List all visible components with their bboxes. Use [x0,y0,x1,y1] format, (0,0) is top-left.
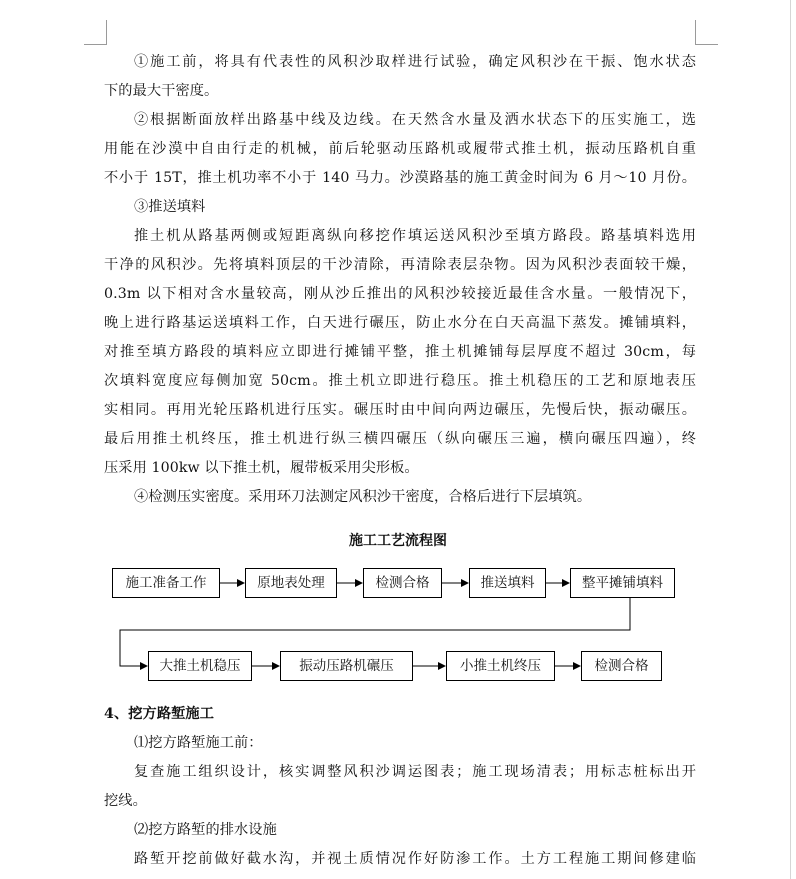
text-line: ⑵挖方路堑的排水设施 [134,822,277,838]
text-line: 路堑开挖前做好截水沟，并视土质情况作好防渗工作。土方工程施工期间修建临 [134,851,696,867]
flow-step-vibratory-roller: 振动压路机碾压 [280,651,413,681]
text-line: 复查施工组织设计，核实调整风积沙调运图表；施工现场清表；用标志桩标出开 [134,764,696,780]
flow-step-large-dozer-stabilize: 大推土机稳压 [148,651,252,681]
flow-step-small-dozer-final: 小推土机终压 [446,651,555,681]
text-line: ③推送填料 [134,199,206,215]
flow-step-final-inspection: 检测合格 [581,651,662,681]
text-line: ②根据断面放样出路基中线及边线。在天然含水量及洒水状态下的压实施工，选 [134,112,696,128]
text-line: 用能在沙漠中自由行走的机械，前后轮驱动压路机或履带式推土机，振动压路机自重 [104,141,696,157]
text-line: ⑴挖方路堑施工前： [134,735,263,751]
text-line: 0.3m 以下相对含水量较高，刚从沙丘推出的风积沙较接近最佳含水量。一般情况下， [104,286,696,302]
section-heading: 4、挖方路堑施工 [104,706,214,722]
text-line: 实相同。再用光轮压路机进行压实。碾压时由中间向两边碾压，先慢后快，振动碾压。 [104,402,696,418]
text-line: 对推至填方路段的填料应立即进行摊铺平整，推土机摊铺每层厚度不超过 30cm，每 [104,344,696,360]
crop-mark-top-right [695,20,718,45]
text-line: 最后用推土机终压，推土机进行纵三横四碾压（纵向碾压三遍，横向碾压四遍），终 [104,431,696,447]
text-line: 不小于 15T，推土机功率不小于 140 马力。沙漠路基的施工黄金时间为 6 月～10 月份。 [104,170,696,186]
text-line: ④检测压实密度。采用环刀法测定风积沙干密度，合格后进行下层填筑。 [134,489,592,505]
text-line: ①施工前，将具有代表性的风积沙取样进行试验，确定风积沙在干振、饱水状态 [134,54,696,70]
body-text-top [104,48,696,512]
text-line: 压采用 100kw 以下推土机，履带板采用尖形板。 [104,460,419,476]
flow-step-inspection: 检测合格 [363,568,442,598]
text-line: 下的最大干密度。 [104,83,219,99]
flow-step-push-fill: 推送填料 [469,568,546,598]
flow-step-surface-treatment: 原地表处理 [245,568,337,598]
text-line: 次填料宽度应每侧加宽 50cm。推土机立即进行稳压。推土机稳压的工艺和原地表压 [104,373,696,389]
flowchart-title: 施工工艺流程图 [349,533,447,549]
text-line: 挖线。 [104,793,147,809]
page-edge [790,0,791,879]
text-line: 推土机从路基两侧或短距离纵向移挖作填运送风积沙至填方路段。路基填料选用 [134,228,696,244]
body-text-section-4 [104,700,696,874]
crop-mark-top-left [84,20,107,45]
text-line: 晚上进行路基运送填料工作，白天进行碾压，防止水分在白天高温下蒸发。摊铺填料， [104,315,696,331]
flow-step-level-spread: 整平摊铺填料 [570,568,675,598]
text-line: 干净的风积沙。先将填料顶层的干沙清除，再清除表层杂物。因为风积沙表面较干燥， [104,257,696,273]
flow-step-prep: 施工准备工作 [112,568,220,598]
